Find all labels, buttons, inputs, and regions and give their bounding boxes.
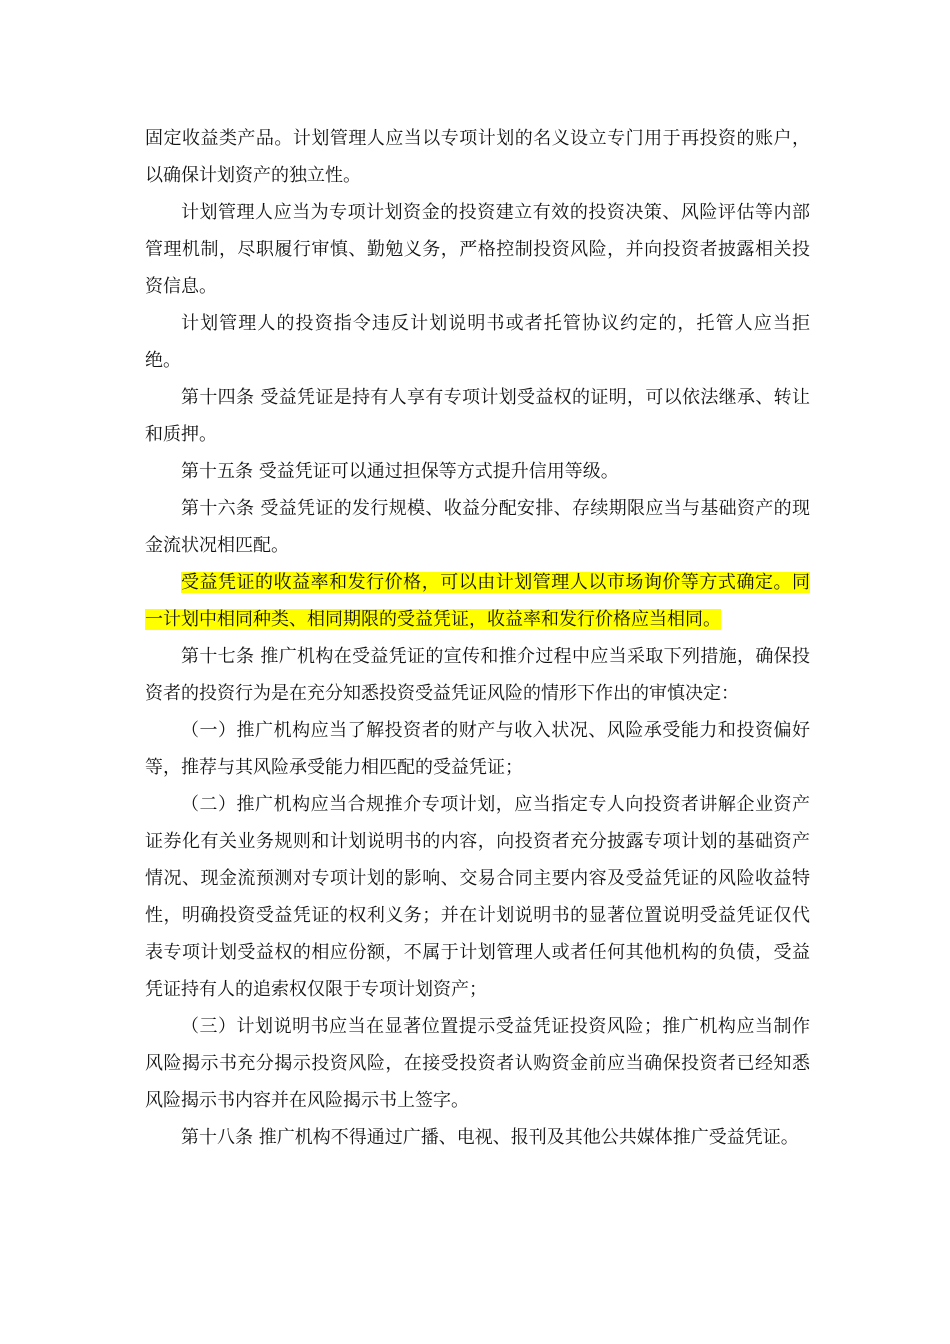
paragraph-article-15: 第十五条 受益凭证可以通过担保等方式提升信用等级。 <box>181 461 619 482</box>
paragraph-item-3: （三）计划说明书应当在显著位置提示受益凭证投资风险；推广机构应当制作风险揭示书充分揭示投资风险，在接受投资者认购资金前应当确保投资者已经知悉风险揭示书内容并在风险揭示书上签字。 <box>145 1016 810 1111</box>
paragraph-custodian-refusal: 计划管理人的投资指令违反计划说明书或者托管协议约定的，托管人应当拒绝。 <box>145 313 810 371</box>
paragraph-yield-pricing-highlighted <box>145 564 810 638</box>
paragraph-article-14: 第十四条 受益凭证是持有人享有专项计划受益权的证明，可以依法继承、转让和质押。 <box>145 387 810 445</box>
highlighted-text: 受益凭证的收益率和发行价格，可以由计划管理人以市场询价等方式确定。同一计划中相同种类、相同期限的受益凭证，收益率和发行价格应当相同。 <box>145 572 810 630</box>
paragraph-article-18: 第十八条 推广机构不得通过广播、电视、报刊及其他公共媒体推广受益凭证。 <box>181 1127 799 1148</box>
paragraph-item-1: （一）推广机构应当了解投资者的财产与收入状况、风险承受能力和投资偏好等，推荐与其风险承受能力相匹配的受益凭证； <box>145 720 810 778</box>
paragraph-article-17: 第十七条 推广机构在受益凭证的宣传和推介过程中应当采取下列措施，确保投资者的投资行为是在充分知悉投资受益凭证风险的情形下作出的审慎决定： <box>145 646 810 704</box>
paragraph-investment-management: 计划管理人应当为专项计划资金的投资建立有效的投资决策、风险评估等内部管理机制，尽职履行审慎、勤勉义务，严格控制投资风险，并向投资者披露相关投资信息。 <box>145 202 810 297</box>
document-body <box>145 120 810 1156</box>
paragraph-reinvestment-account: 固定收益类产品。计划管理人应当以专项计划的名义设立专门用于再投资的账户，以确保计划资产的独立性。 <box>145 128 810 186</box>
paragraph-item-2: （二）推广机构应当合规推介专项计划，应当指定专人向投资者讲解企业资产证券化有关业务规则和计划说明书的内容，向投资者充分披露专项计划的基础资产情况、现金流预测对专项计划的影响、交易合同主要内容及受益凭证的风险收益特性，明确投资受益凭证的权利义务；并在计划说明书的显著位置说明受益凭证仅代表专项计划受益权的相应份额，不属于计划管理人或者任何其他机构的负债，受益凭证持有人的追索权仅限于专项计划资产； <box>145 794 810 1000</box>
paragraph-article-16: 第十六条 受益凭证的发行规模、收益分配安排、存续期限应当与基础资产的现金流状况相匹配。 <box>145 498 810 556</box>
